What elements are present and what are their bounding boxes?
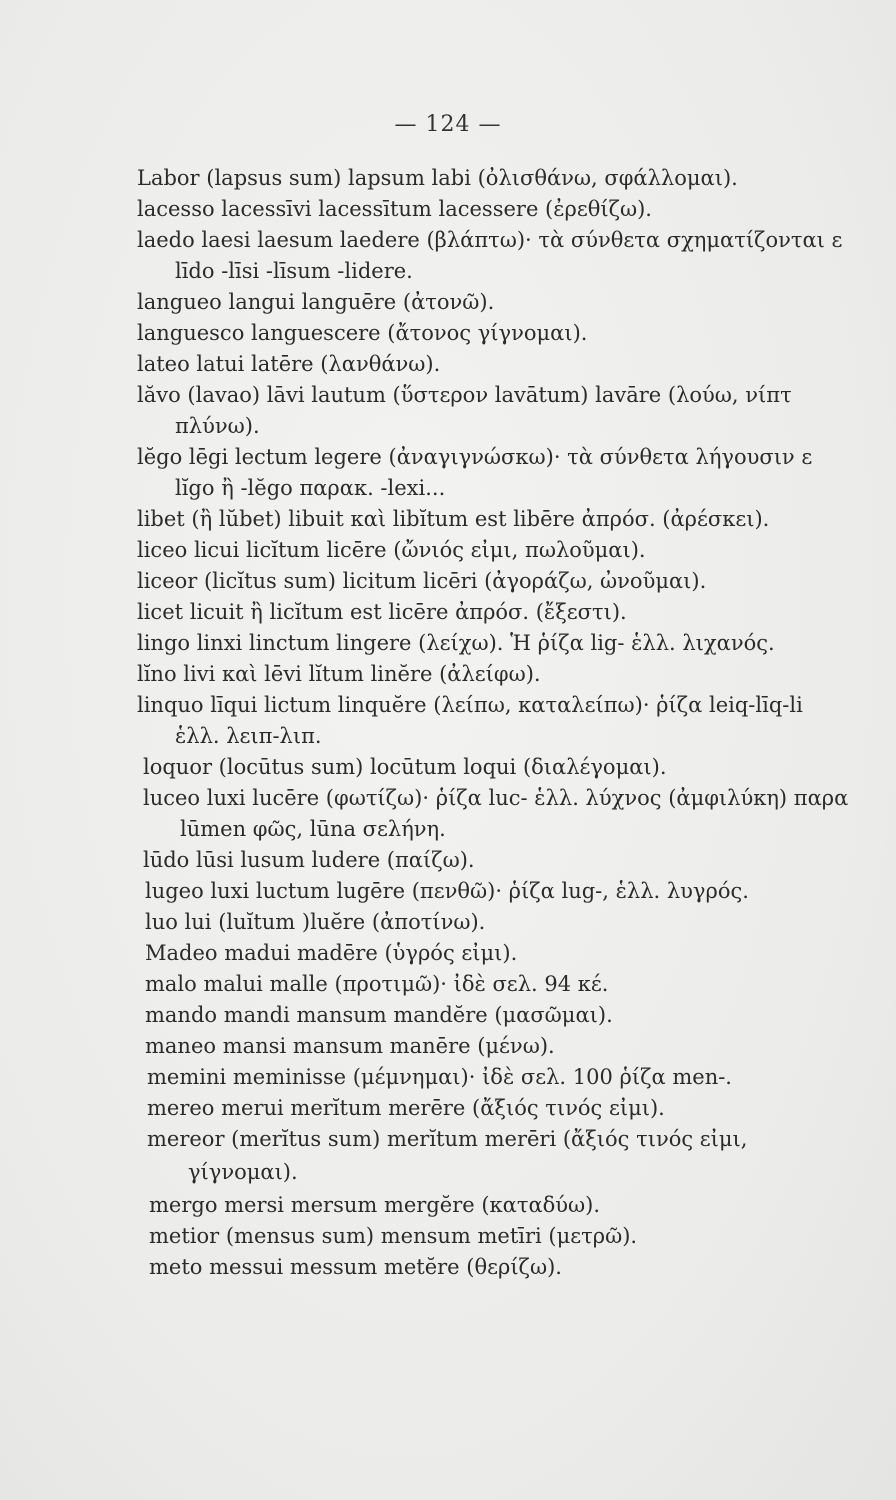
entry-line: malo malui malle (προτιμῶ)· ἰδὲ σελ. 94 κέ. <box>145 972 609 996</box>
entry-line: luo lui (luĭtum )luĕre (ἀποτίνω). <box>145 910 486 934</box>
entry-line: mereor (merĭtus sum) merĭtum merēri (ἄξιός τινός εἰμι, <box>147 1127 748 1151</box>
entry-line: maneo mansi mansum manēre (μένω). <box>145 1034 555 1058</box>
entry-line: mereo merui merĭtum merēre (ἄξιός τινός εἰμι). <box>147 1096 665 1120</box>
entry-line: lĕgo lēgi lectum legere (ἀναγιγνώσκω)· τὰ σύνθετα λήγουσιν ε <box>137 445 813 469</box>
entry-line: lĭno livi καὶ lēvi lĭtum linĕre (ἀλείφω). <box>137 662 541 686</box>
entry-line: languesco languescere (ἄτονος γίγνομαι). <box>137 321 588 345</box>
entry-line: lugeo luxi luctum lugēre (πενθῶ)· ῥίζα lug-, ἑλλ. λυγρός. <box>145 879 749 903</box>
entry-line: laedo laesi laesum laedere (βλάπτω)· τὰ σύνθετα σχηματίζονται ε <box>137 228 843 252</box>
entry-line: mergo mersi mersum mergĕre (καταδύω). <box>149 1193 601 1217</box>
entry-line: liceo licui licĭtum licēre (ὤνιός εἰμι, πωλοῦμαι). <box>137 538 646 562</box>
entry-line: loquor (locūtus sum) locūtum loqui (διαλέγομαι). <box>143 755 667 779</box>
entry-line-continued: πλύνω). <box>175 414 260 438</box>
entry-line: langueo langui languēre (ἀτονῶ). <box>137 290 495 314</box>
entry-line: memini meminisse (μέμνημαι)· ἰδὲ σελ. 100 ῥίζα men-. <box>147 1065 732 1089</box>
entry-line: liceor (licĭtus sum) licitum licēri (ἀγοράζω, ὠνοῦμαι). <box>137 569 707 593</box>
entry-line: lingo linxi linctum lingere (λείχω). Ἡ ῥίζα lig- ἑλλ. λιχανός. <box>137 631 775 655</box>
entry-line: Madeo madui madēre (ὑγρός εἰμι). <box>145 941 518 965</box>
entry-line-continued: lūmen φῶς, lūna σελήνη. <box>180 817 446 841</box>
entry-line: mando mandi mansum mandĕre (μασῶμαι). <box>145 1003 613 1027</box>
entry-line-continued: ἑλλ. λειπ-λιπ. <box>175 724 322 748</box>
entry-line: linquo līqui lictum linquĕre (λείπω, καταλείπω)· ῥίζα leiq-līq-li <box>137 693 803 717</box>
entry-line: luceo luxi lucēre (φωτίζω)· ῥίζα luc- ἑλλ. λύχνος (ἀμφιλύκη) παρα <box>143 786 849 810</box>
entry-line: licet licuit ἢ licĭtum est licēre ἀπρόσ. (ἔξεστι). <box>137 600 627 624</box>
entry-line-continued: līdo -līsi -līsum -lidere. <box>175 259 413 283</box>
entry-line: libet (ἢ lŭbet) libuit καὶ libĭtum est libēre ἀπρόσ. (ἀρέσκει). <box>137 507 770 531</box>
entry-line: lūdo lūsi lusum ludere (παίζω). <box>143 848 475 872</box>
entry-line: lacesso lacessīvi lacessītum lacessere (ἐρεθίζω). <box>137 197 652 221</box>
entry-line: Labor (lapsus sum) lapsum labi (ὀλισθάνω, σφάλλομαι). <box>137 166 738 190</box>
page-number: — 124 — <box>394 112 502 137</box>
entry-line-continued: lĭgo ἢ -lĕgo παρακ. -lexi... <box>175 476 446 500</box>
entry-line: lateo latui latēre (λανθάνω). <box>137 352 441 376</box>
entry-line-continued: γίγνομαι). <box>188 1160 298 1184</box>
entry-line: metior (mensus sum) mensum metīri (μετρῶ). <box>149 1224 638 1248</box>
entry-line: meto messui messum metĕre (θερίζω). <box>149 1255 562 1279</box>
entry-line: lăvo (lavao) lāvi lautum (ὕστερον lavātum) lavāre (λούω, νίπτ <box>137 383 792 407</box>
